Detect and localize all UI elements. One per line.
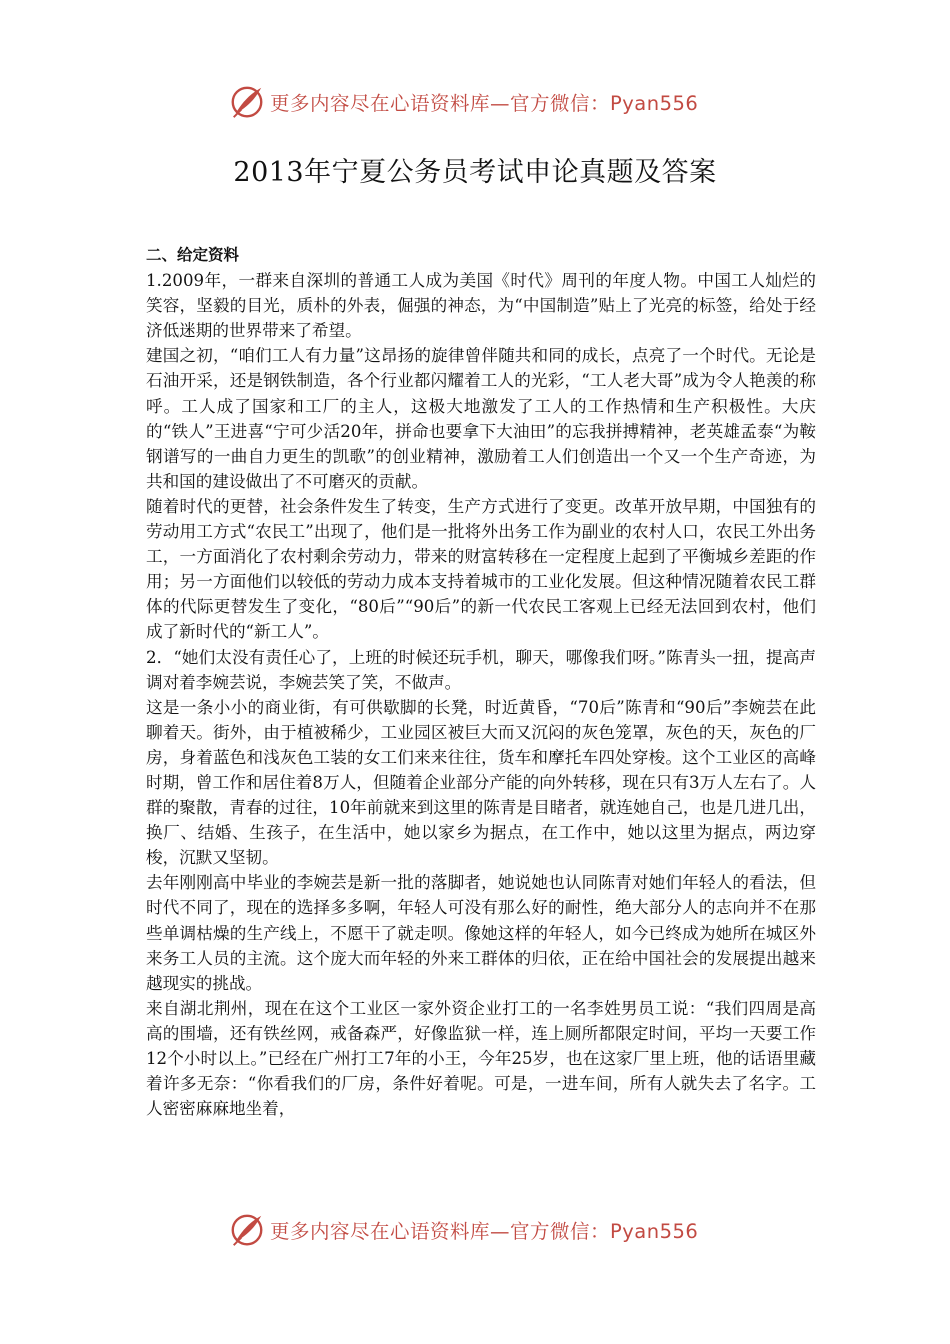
paragraph: 1.2009年，一群来自深圳的普通工人成为美国《时代》周刊的年度人物。中国工人灿烂的笑容，坚毅的目光，质朴的外表，倔强的神态，为“中国制造”贴上了光亮的标签，给处于经济低迷期的世界带来了希望。 bbox=[146, 271, 816, 341]
paragraph: 去年刚刚高中毕业的李婉芸是新一批的落脚者，她说她也认同陈青对她们年轻人的看法，但时代不同了，现在的选择多多啊，年轻人可没有那么好的耐性，绝大部分人的志向并不在那些单调枯燥的生产线上，不愿干了就走呗。像她这样的年轻人，如今已终成为她所在城区外来务工人员的主流。这个庞大而年轻的外来工群体的归依，正在给中国社会的发展提出越来越现实的挑战。 bbox=[146, 873, 816, 993]
paragraph: 2．“她们太没有责任心了，上班的时候还玩手机，聊天，哪像我们呀。”陈青头一扭，提高声调对着李婉芸说，李婉芸笑了笑，不做声。 bbox=[146, 647, 816, 692]
paragraph: 建国之初，“咱们工人有力量”这昂扬的旋律曾伴随共和同的成长，点亮了一个时代。无论是石油开采，还是钢铁制造，各个行业都闪耀着工人的光彩，“工人老大哥”成为令人艳羡的称呼。工人成了国家和工厂的主人，这极大地激发了工人的工作热情和生产积极性。大庆的“铁人”王进喜“宁可少活20年，拼命也要拿下大油田”的忘我拼搏精神，老英雄孟泰“为鞍钢谱写的一曲自力更生的凯歌”的创业精神，激励着工人们创造出一个又一个生产奇迹，为共和国的建设做出了不可磨灭的贡献。 bbox=[146, 346, 816, 491]
feather-quill-logo-icon bbox=[228, 83, 266, 121]
feather-quill-logo-icon bbox=[228, 1211, 266, 1249]
footer-banner bbox=[228, 1210, 698, 1250]
paragraph: 来自湖北荆州，现在在这个工业区一家外资企业打工的一名李姓男员工说：“我们四周是高高的围墙，还有铁丝网，戒备森严，好像监狱一样，连上厕所都限定时间，平均一天要工作12个小时以上。”已经在广州打工7年的小王，今年25岁，也在这家厂里上班，他的话语里藏着许多无奈：“你看我们的厂房，条件好着呢。可是，一进车间，所有人就失去了名字。工人密密麻麻地坐着， bbox=[146, 998, 816, 1119]
banner-text: 更多内容尽在心语资料库—官方微信：Pyan556 bbox=[270, 92, 699, 115]
page-title: 2013年宁夏公务员考试申论真题及答案 bbox=[233, 157, 717, 188]
document-body bbox=[146, 243, 816, 1121]
section-heading: 二、给定资料 bbox=[146, 246, 240, 264]
banner-text: 更多内容尽在心语资料库—官方微信：Pyan556 bbox=[270, 1220, 699, 1243]
header-banner bbox=[228, 82, 698, 122]
paragraph: 随着时代的更替，社会条件发生了转变，生产方式进行了变更。改革开放早期，中国独有的劳动用工方式“农民工”出现了，他们是一批将外出务工作为副业的农村人口，农民工外出务工，一方面消化了农村剩余劳动力，带来的财富转移在一定程度上起到了平衡城乡差距的作用；另一方面他们以较低的劳动力成本支持着城市的工业化发展。但这种情况随着农民工群体的代际更替发生了变化，“80后”“90后”的新一代农民工客观上已经无法回到农村，他们成了新时代的“新工人”。 bbox=[146, 496, 816, 642]
paragraph: 这是一条小小的商业街，有可供歇脚的长凳，时近黄昏，“70后”陈青和“90后”李婉芸在此聊着天。街外，由于植被稀少，工业园区被巨大而又沉闷的灰色笼罩，灰色的天，灰色的厂房，身着蓝色和浅灰色工装的女工们来来往往，货车和摩托车四处穿梭。这个工业区的高峰时期，曾工作和居住着8万人，但随着企业部分产能的向外转移，现在只有3万人左右了。人群的聚散，青春的过往，10年前就来到这里的陈青是目睹者，就连她自己，也是几进几出，换厂、结婚、生孩子，在生活中，她以家乡为据点，在工作中，她以这里为据点，两边穿梭，沉默又坚韧。 bbox=[146, 697, 816, 868]
